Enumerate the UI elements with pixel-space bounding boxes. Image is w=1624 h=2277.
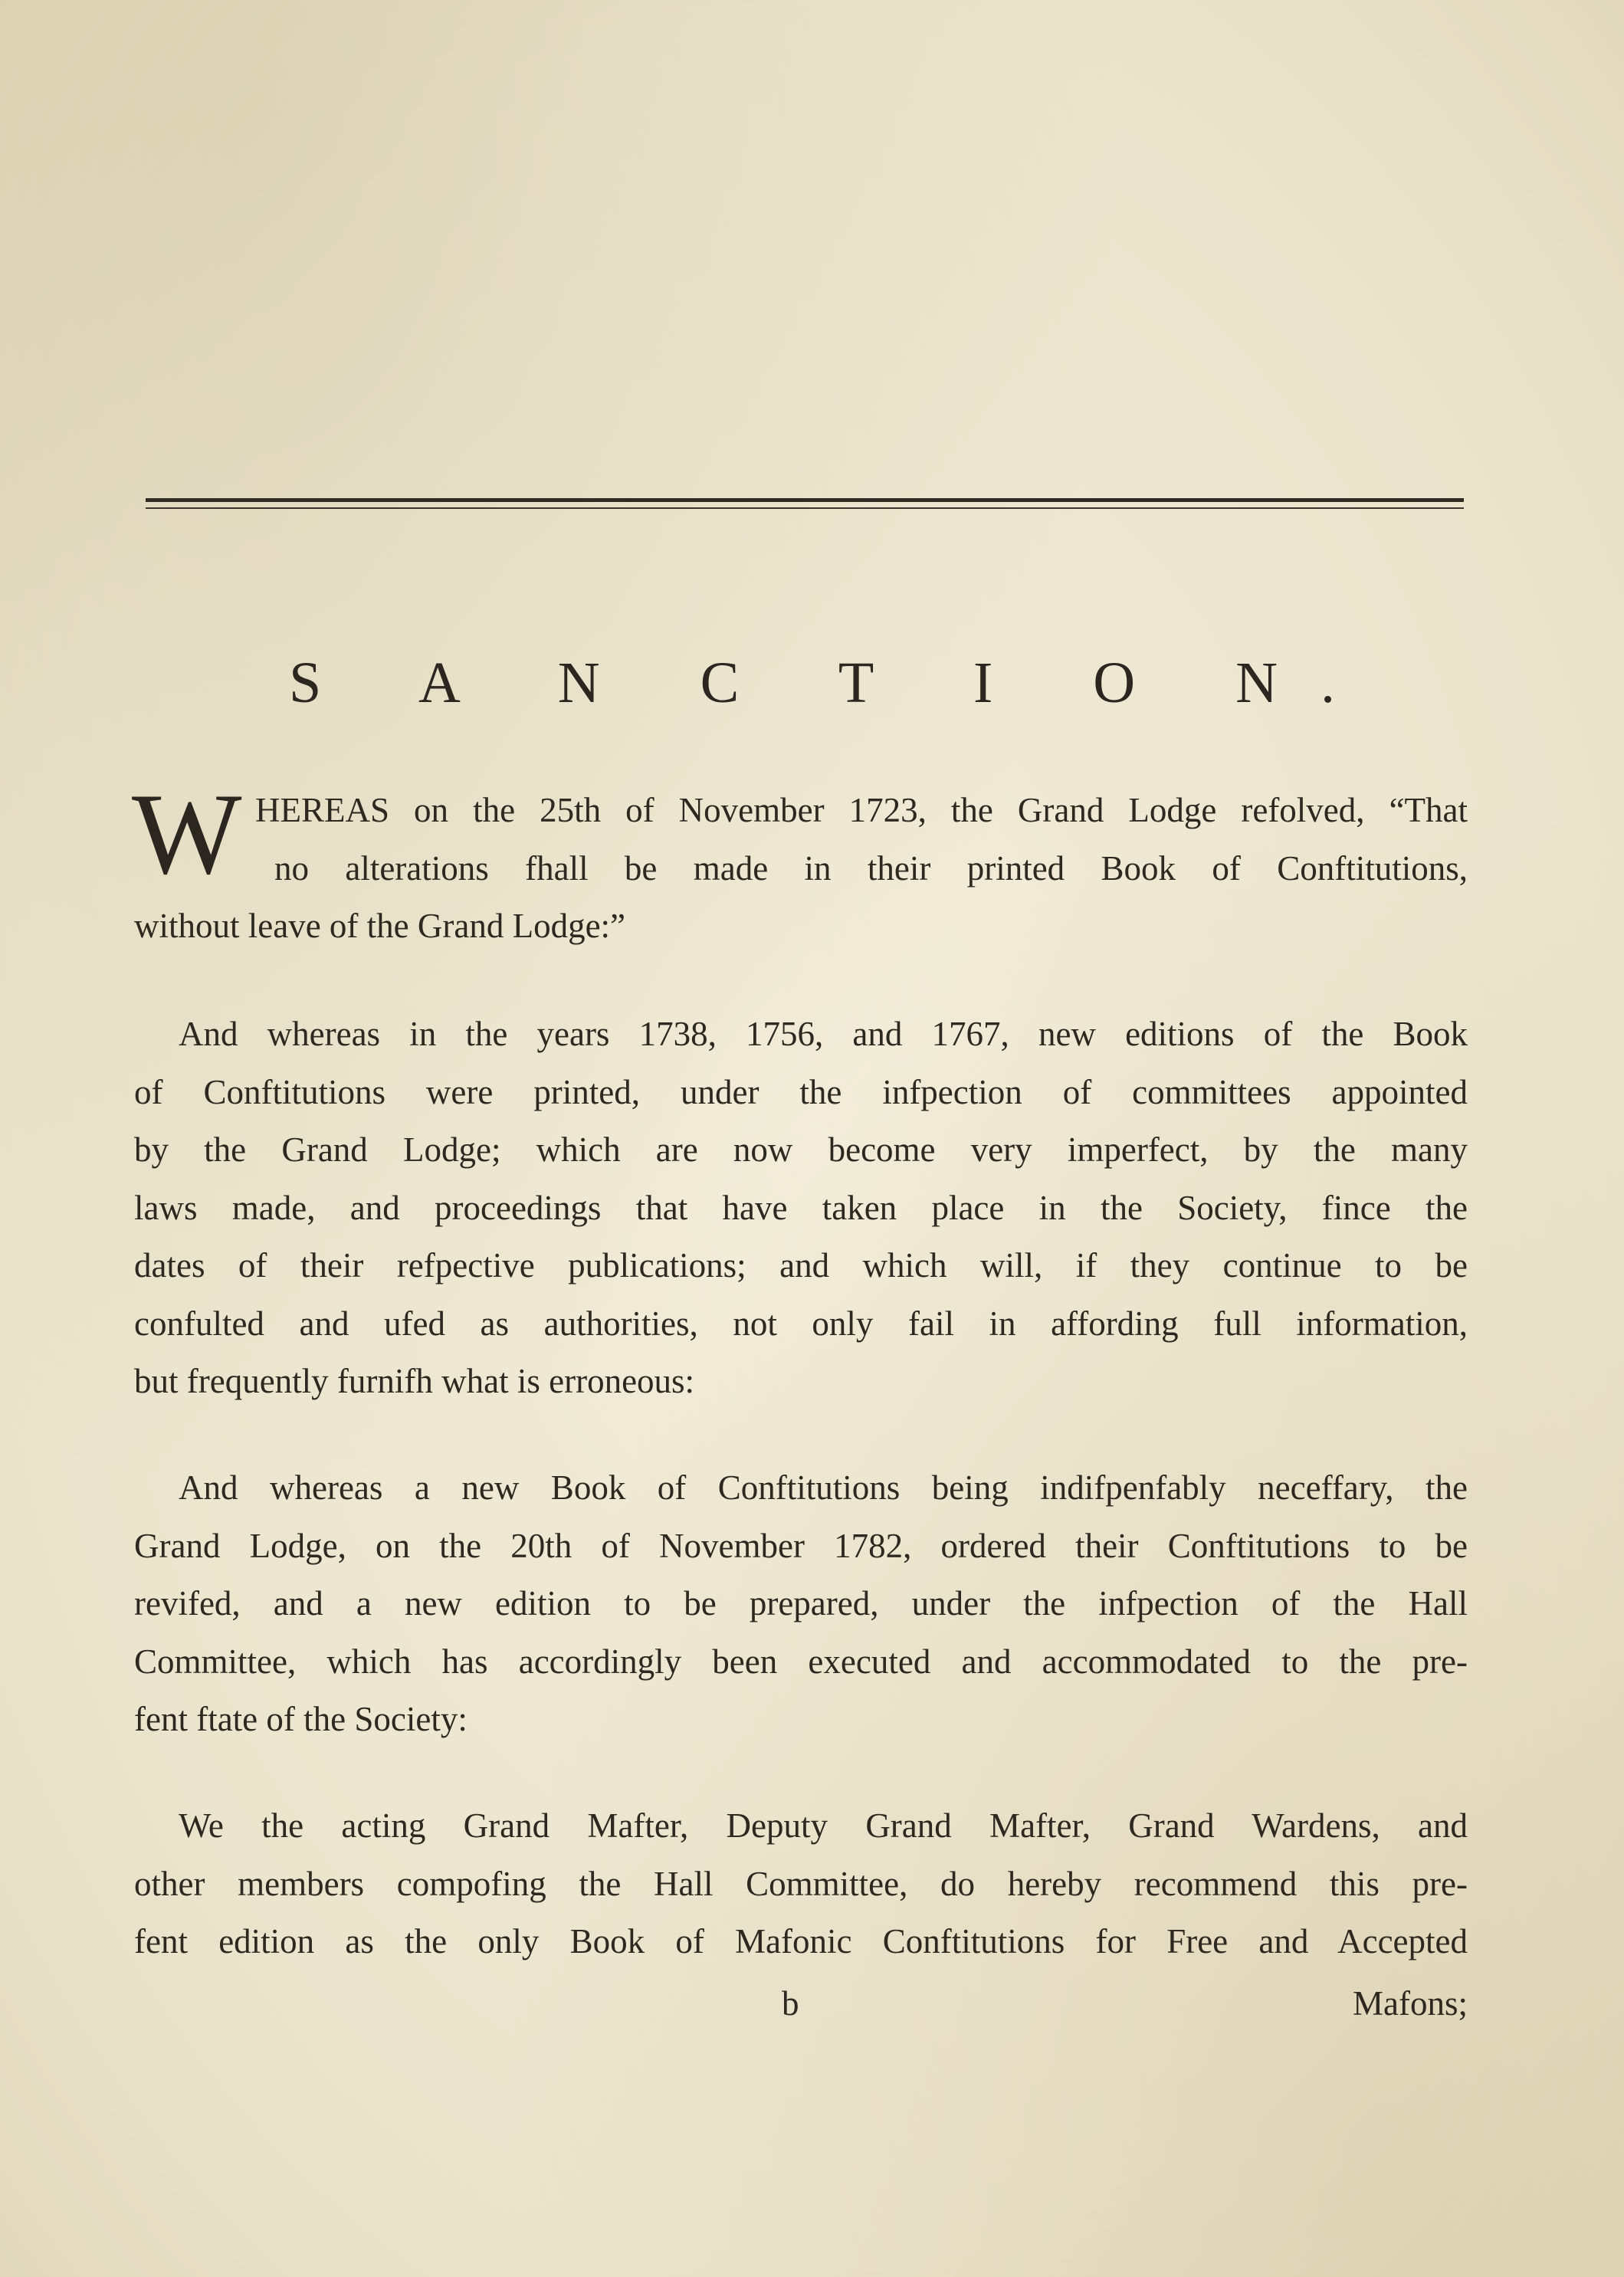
text-line: We the acting Grand Mafter, Deputy Grand Mafter, Grand Wardens, and: [179, 1806, 1468, 1845]
paragraph-4: [134, 1797, 1468, 1971]
text-line: dates of their refpective publications; and which will, if they continue to be: [134, 1246, 1468, 1285]
text-line: laws made, and proceedings that have taken place in the Society, fince the: [134, 1188, 1468, 1227]
text-line: fent ftate of the Society:: [134, 1700, 468, 1738]
paragraph-3: [134, 1459, 1468, 1749]
page-footer: [134, 1975, 1468, 2033]
catchword: Mafons;: [1353, 1984, 1468, 2023]
text-line: no alterations fhall be made in their printed Book of Conftitutions,: [274, 848, 1468, 888]
show-through-texture: [115, 330, 1494, 376]
text-line: but frequently furnifh what is erroneous:: [134, 1362, 695, 1400]
signature-mark: b: [782, 1984, 799, 2023]
paragraph-2: [134, 1006, 1468, 1411]
header-rule-thin: [146, 507, 1464, 509]
text-line: by the Grand Lodge; which are now become very imperfect, by the many: [134, 1130, 1468, 1169]
drop-cap: W: [132, 769, 242, 898]
page-title: S A N C T I O N.: [288, 651, 1379, 715]
text-line: And whereas a new Book of Conftitutions being indifpenfably neceffary, the: [179, 1468, 1468, 1507]
text-line: And whereas in the years 1738, 1756, and 1767, new editions of the Book: [179, 1015, 1468, 1053]
text-line: fent edition as the only Book of Mafonic Conftitutions for Free and Accepted: [134, 1922, 1468, 1960]
text-line: without leave of the Grand Lodge:”: [134, 907, 626, 945]
text-line: of Conftitutions were printed, under the infpection of committees appointed: [134, 1072, 1468, 1111]
paragraph-1: [134, 782, 1468, 956]
header-rule-thick: [146, 498, 1464, 502]
text-line: confulted and ufed as authorities, not only fail in affording full information,: [134, 1304, 1468, 1343]
text-line: Grand Lodge, on the 20th of November 1782, ordered their Conftitutions to be: [134, 1526, 1468, 1565]
text-line: Committee, which has accordingly been executed and accommodated to the pre-: [134, 1642, 1468, 1681]
text-line: other members compofing the Hall Committee, do hereby recommend this pre-: [134, 1864, 1468, 1903]
text-line: revifed, and a new edition to be prepared, under the infpection of the Hall: [134, 1584, 1468, 1622]
text-line: HEREAS on the 25th of November 1723, the Grand Lodge refolved, “That: [255, 791, 1468, 829]
